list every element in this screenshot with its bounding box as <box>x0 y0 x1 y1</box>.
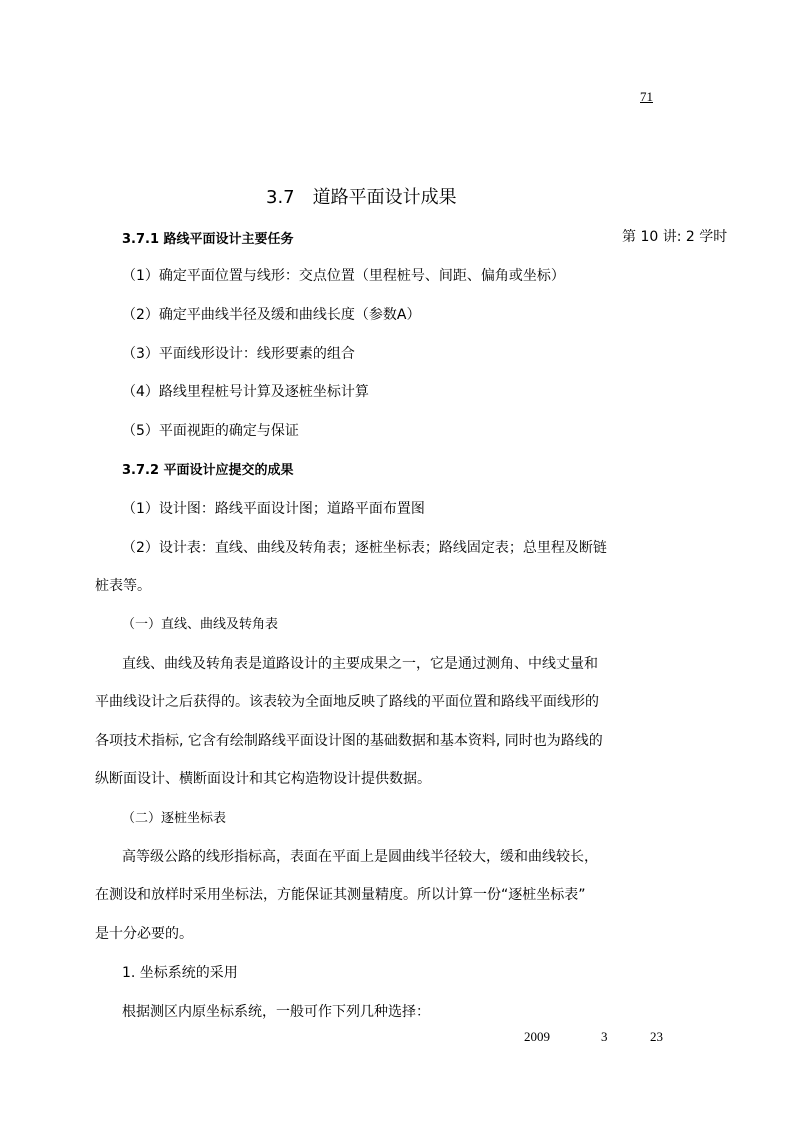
subsection-heading-3-7-2: 3.7.2 平面设计应提交的成果 <box>122 463 294 478</box>
deliverable-item-2-cont: 桩表等。 <box>95 578 151 594</box>
para-a-line-2: 平曲线设计之后获得的。该表较为全面地反映了路线的平面位置和路线平面线形的 <box>95 694 599 710</box>
para-b-line-2: 在测设和放样时采用坐标法，方能保证其测量精度。所以计算一份“逐桩坐标表” <box>95 887 586 903</box>
task-item-3: （3）平面线形设计：线形要素的组合 <box>122 346 355 362</box>
heading-coordinate-system: 1. 坐标系统的采用 <box>122 965 238 981</box>
page-number: 71 <box>640 89 653 104</box>
task-item-5: （5）平面视距的确定与保证 <box>122 423 299 439</box>
task-item-4: （4）路线里程桩号计算及逐桩坐标计算 <box>122 384 369 400</box>
deliverable-item-2: （2）设计表：直线、曲线及转角表；逐桩坐标表；路线固定表；总里程及断链 <box>122 540 607 556</box>
para-a-line-1: 直线、曲线及转角表是道路设计的主要成果之一，它是通过测角、中线丈量和 <box>122 656 598 672</box>
task-item-2: （2）确定平曲线半径及缓和曲线长度（参数A） <box>122 307 421 323</box>
para-c: 根据测区内原坐标系统，一般可作下列几种选择： <box>122 1004 430 1020</box>
section-title: 3.7 道路平面设计成果 <box>266 187 457 208</box>
heading-table-b: （二）逐桩坐标表 <box>122 811 227 826</box>
task-item-1: （1）确定平面位置与线形：交点位置（里程桩号、间距、偏角或坐标） <box>122 268 565 284</box>
heading-table-a: （一）直线、曲线及转角表 <box>122 617 279 632</box>
para-b-line-1: 高等级公路的线形指标高，表面在平面上是圆曲线半径较大，缓和曲线较长， <box>122 849 598 865</box>
para-b-line-3: 是十分必要的。 <box>95 926 193 942</box>
subsection-heading-3-7-1: 3.7.1 路线平面设计主要任务 <box>122 232 294 247</box>
deliverable-item-1: （1）设计图：路线平面设计图；道路平面布置图 <box>122 501 425 517</box>
para-a-line-4: 纵断面设计、横断面设计和其它构造物设计提供数据。 <box>95 771 431 787</box>
footer-month: 3 <box>601 1029 608 1044</box>
footer-day: 23 <box>650 1029 663 1044</box>
lecture-note: 第 10 讲: 2 学时 <box>622 229 728 245</box>
para-a-line-3: 各项技术指标, 它含有绘制路线平面设计图的基础数据和基本资料, 同时也为路线的 <box>95 733 603 749</box>
footer-year: 2009 <box>524 1029 550 1044</box>
